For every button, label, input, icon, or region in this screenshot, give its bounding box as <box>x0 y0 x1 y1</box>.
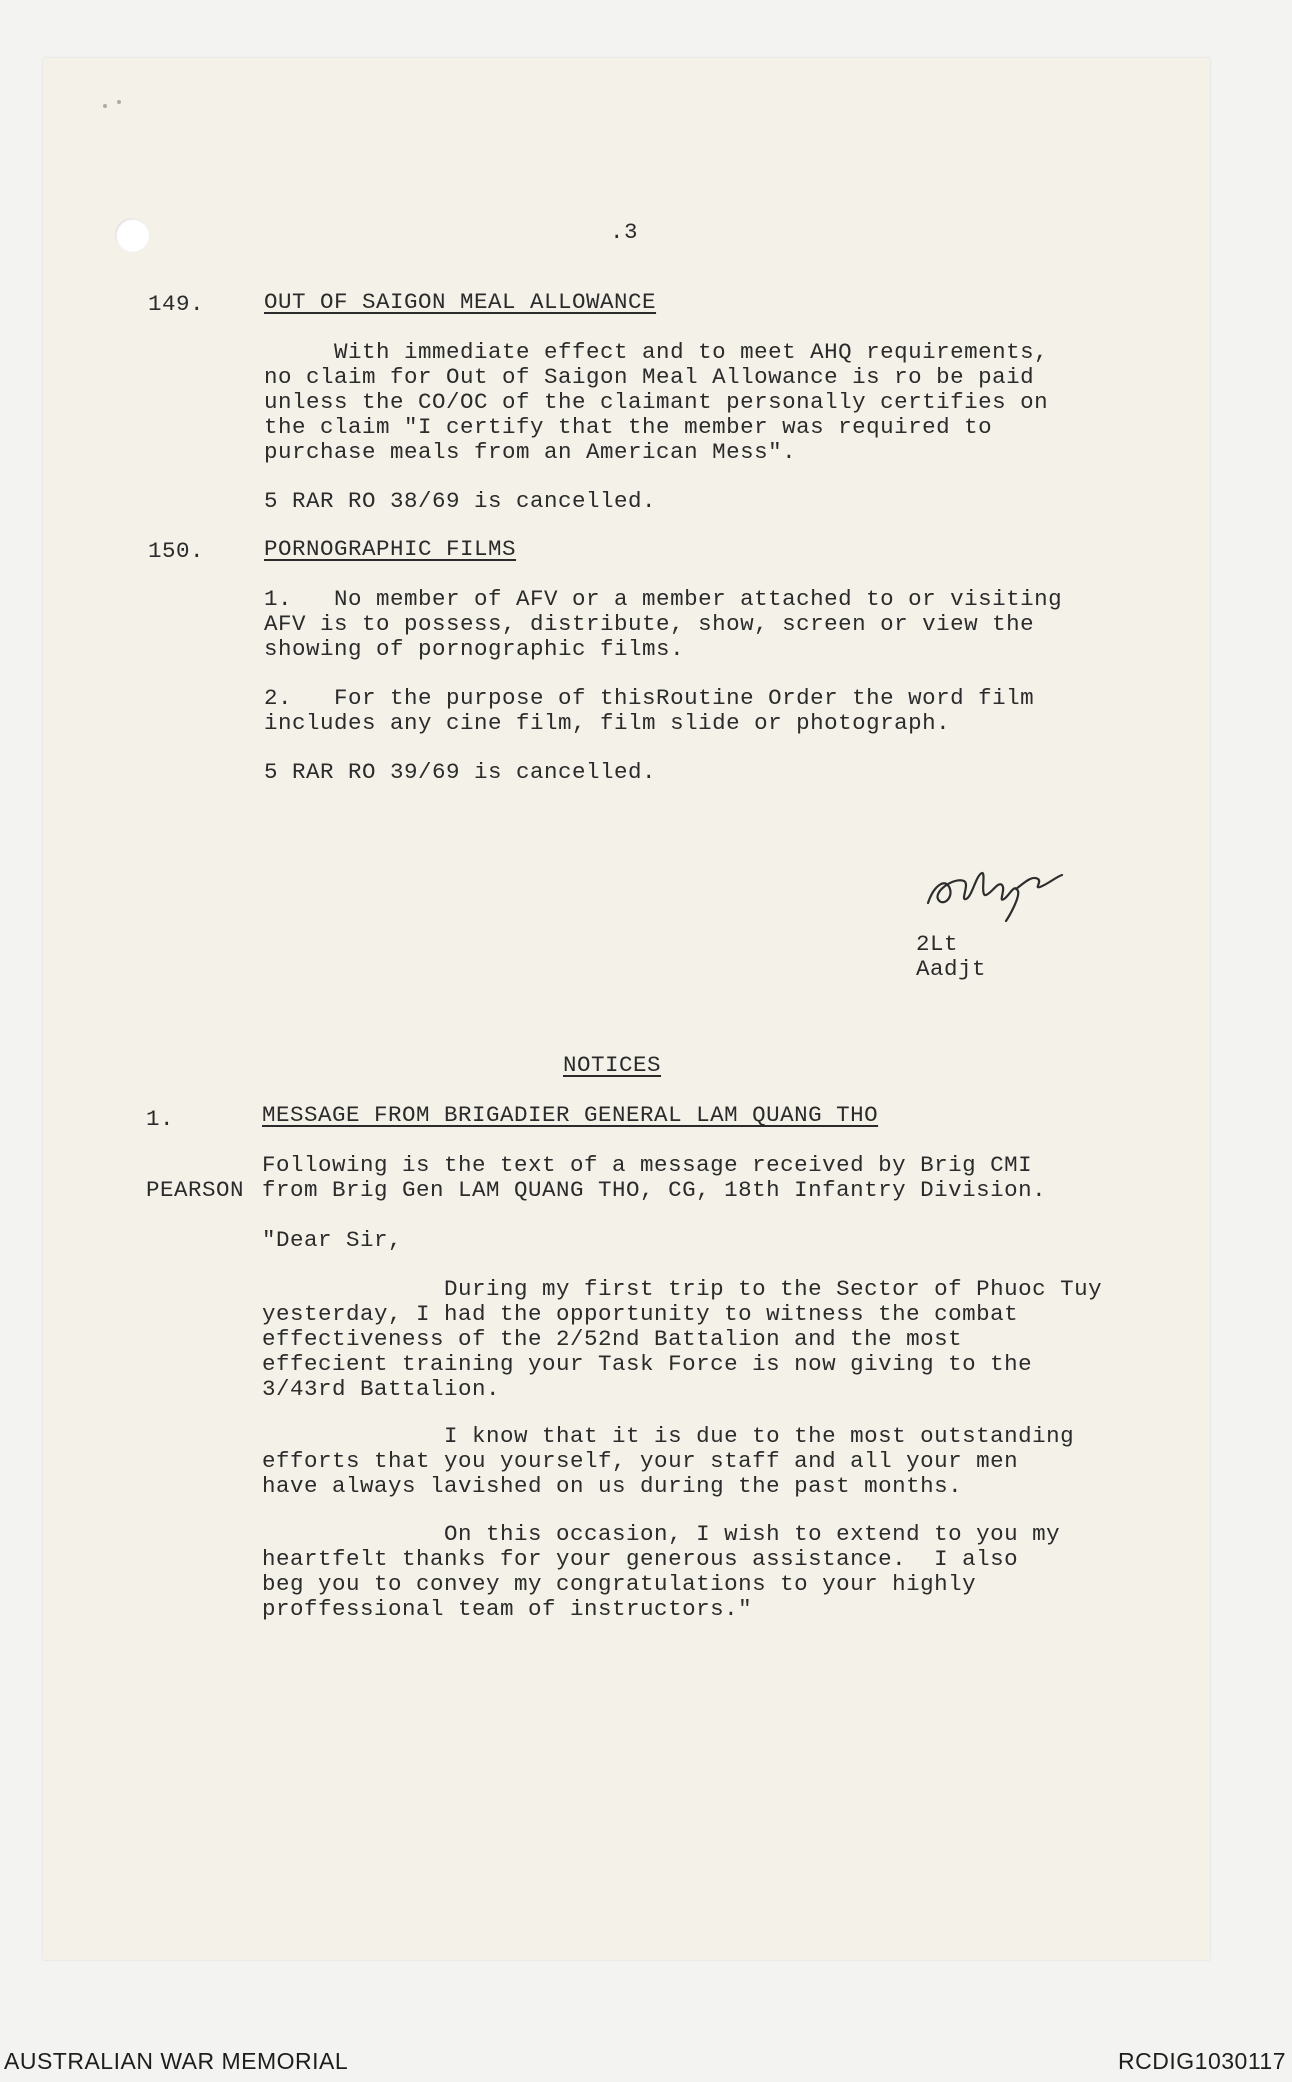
notice-title: MESSAGE FROM BRIGADIER GENERAL LAM QUANG THO <box>262 1102 879 1128</box>
letter-line: efforts that you yourself, your staff and all your men <box>262 1448 1019 1474</box>
order-body-line: includes any cine film, film slide or photograph. <box>264 710 951 736</box>
notice-intro-line: Following is the text of a message received by Brig CMI <box>262 1152 1033 1178</box>
order-body-line: the claim "I certify that the member was required to <box>264 414 993 440</box>
margin-name: PEARSON <box>146 1177 245 1203</box>
letter-line: yesterday, I had the opportunity to witness the combat <box>262 1301 1019 1327</box>
order-body-line: showing of pornographic films. <box>264 636 685 662</box>
paper-speck <box>103 104 107 108</box>
order-body-line: With immediate effect and to meet AHQ requirements, <box>264 339 1049 365</box>
order-number: 149. <box>148 291 205 317</box>
letter-line: proffessional team of instructors." <box>262 1596 753 1622</box>
letter-salutation: "Dear Sir, <box>262 1227 403 1253</box>
order-body-line: purchase meals from an American Mess". <box>264 439 797 465</box>
letter-line: 3/43rd Battalion. <box>262 1376 501 1402</box>
letter-line: have always lavished on us during the past months. <box>262 1473 963 1499</box>
letter-line: On this occasion, I wish to extend to you my <box>262 1521 1061 1547</box>
notice-number: 1. <box>146 1106 175 1132</box>
order-body-line: unless the CO/OC of the claimant personally certifies on <box>264 389 1049 415</box>
paper-speck <box>117 100 121 104</box>
order-body-line: AFV is to possess, distribute, show, screen or view the <box>264 611 1035 637</box>
signature-rank: 2Lt <box>916 931 959 957</box>
footer-record-id: RCDIG1030117 <box>1118 2048 1286 2074</box>
letter-line: heartfelt thanks for your generous assistance. I also <box>262 1546 1019 1572</box>
order-body-line: 2. For the purpose of thisRoutine Order the word film <box>264 685 1035 711</box>
notices-heading: NOTICES <box>563 1052 662 1078</box>
letter-line: During my first trip to the Sector of Phuoc Tuy <box>262 1276 1103 1302</box>
notice-intro-line: from Brig Gen LAM QUANG THO, CG, 18th Infantry Division. <box>262 1177 1047 1203</box>
order-title: PORNOGRAPHIC FILMS <box>264 536 517 562</box>
order-cancel-line: 5 RAR RO 39/69 is cancelled. <box>264 759 657 785</box>
letter-line: effectiveness of the 2/52nd Battalion and the most <box>262 1326 963 1352</box>
signature-appointment: Aadjt <box>916 956 987 982</box>
order-number: 150. <box>148 538 205 564</box>
handwritten-signature <box>920 855 1070 925</box>
order-body-line: 1. No member of AFV or a member attached to or visiting <box>264 586 1063 612</box>
order-cancel-line: 5 RAR RO 38/69 is cancelled. <box>264 488 657 514</box>
order-title: OUT OF SAIGON MEAL ALLOWANCE <box>264 289 657 315</box>
page-number: .3 <box>610 219 639 245</box>
footer-archive-name: AUSTRALIAN WAR MEMORIAL <box>4 2048 349 2074</box>
letter-line: effecient training your Task Force is now giving to the <box>262 1351 1033 1377</box>
punch-hole <box>115 218 149 252</box>
letter-line: beg you to convey my congratulations to your highly <box>262 1571 977 1597</box>
letter-line: I know that it is due to the most outstanding <box>262 1423 1075 1449</box>
order-body-line: no claim for Out of Saigon Meal Allowance is ro be paid <box>264 364 1035 390</box>
